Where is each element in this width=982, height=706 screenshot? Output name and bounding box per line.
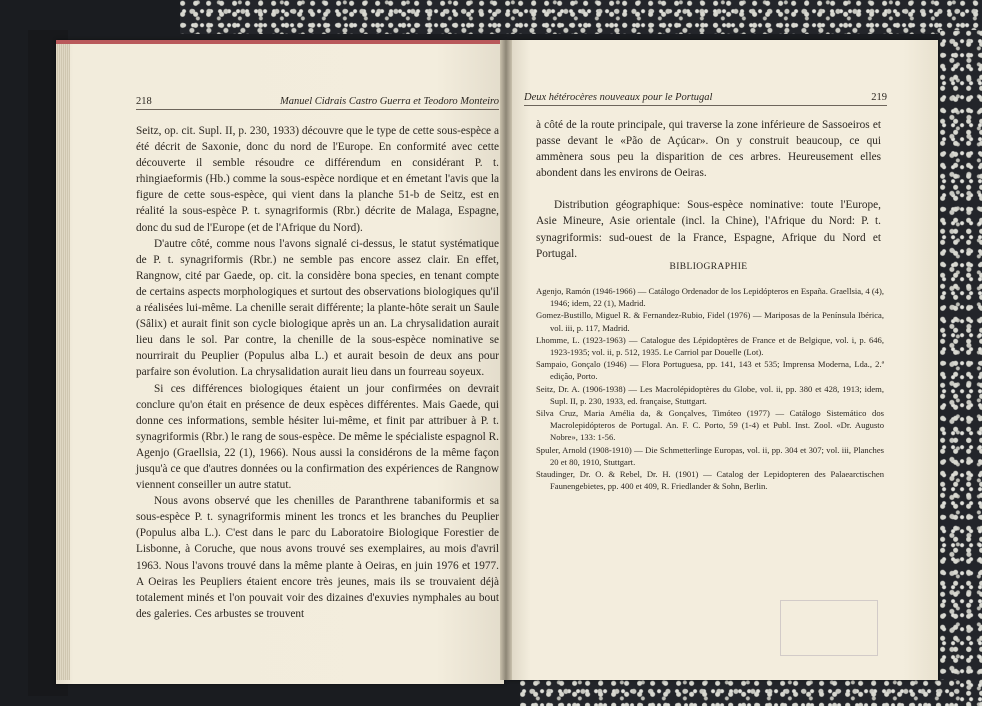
book-gutter — [500, 40, 512, 680]
page-edges — [56, 44, 70, 680]
marbled-endpaper-bottom — [520, 680, 960, 706]
bibliography-entry: Agenjo, Ramón (1946-1966) — Catálogo Ordenador de los Lepidópteros en España. Graellsia, 4 (4), 1946; idem, 22 (1), Madrid. — [536, 286, 884, 309]
running-head-right — [524, 92, 887, 106]
marbled-endpaper-top — [180, 0, 982, 34]
paragraph: Distribution géographique: Sous-espèce nominative: toute l'Europe, Asie Mineure, Asie orientale (incl. la Chine), l'Afrique du Nord: P. t. synagriformis: sud-ouest de la France, Espagne, Afrique du Nord et Portugal. — [536, 199, 881, 260]
marbled-endpaper-right — [940, 30, 982, 706]
bibliography-entry: Silva Cruz, Maria Amélia da, & Gonçalves, Timóteo (1977) — Catálogo Sistemático dos Macrolepidópteros de Portugal. An. F. C. Porto, 59 (1-4) et Publ. Inst. Zool. «Dr. Augusto Nobre», 133: 1-56. — [536, 408, 884, 443]
running-head-title-left: Manuel Cidrais Castro Guerra et Teodoro Monteiro — [280, 96, 499, 107]
paragraph: Nous avons observé que les chenilles de Paranthrene tabaniformis et sa sous-espèce P. t. synagriformis minent les troncs et les branches du Peuplier (Populus alba L.). C'est dans le parc du Laboratoire Biologique Forestier de Lisbonne, à Coruche, que nous avons trouvé ses exemplaires, au mois d'avril 1963. Nous l'avons trouvé dans la même plante à Oeiras, en juin 1976 et 1977. A Oeiras les Peupliers étaient encore très jeunes, mais ils se trouvaient déjà totalement minés et l'on pouvait voir des dizaines d'exuvies nymphales au bout des galeries. Ces arbustes se trouvent — [136, 495, 499, 620]
bibliography-entry: Gomez-Bustillo, Miguel R. & Fernandez-Rubio, Fidel (1976) — Mariposas de la Península Ibérica, vol. iii, p. 117, Madrid. — [536, 310, 884, 333]
paragraph: Seitz, op. cit. Supl. II, p. 230, 1933) découvre que le type de cette sous-espèce a été décrit de Saxonie, donc du nord de l'Europe. En conformité avec cette découverte il semble résoudre ce différendum en considérant P. t. rhingiaeformis (Hb.) comme la sous-espèce nordique et en émetant l'avis que la figure de cette sous-espèce, qui vient dans la planche 51-b de Seitz, est en réalité la sous-espèce P. t. synagriformis (Rbr.) décrite de Malaga, Espagne, donc du sud de l'Europe (et de l'Afrique du Nord). — [136, 125, 499, 234]
bibliography-entry: Spuler, Arnold (1908-1910) — Die Schmetterlinge Europas, vol. ii, pp. 304 et 307; vol. iii, Planches 20 et 80, 1910, Stuttgart. — [536, 444, 884, 467]
paragraph: Si ces différences biologiques étaient un jour confirmées on devrait conclure qu'on était en présence de deux espèces différentes. Mais Gaede, qui donne ces informations, semble hésiter lui-même, et finit par attribuer à P. t. synagriformis (Rbr.) le rang de sous-espèce. De même le spécialiste espagnol R. Agenjo (Graellsia, 22 (1), 1966). Nous aussi la considérons de la même façon jusqu'à ce que d'autres données ou la confirmation des expériences de Rangnow viennent conseiller un autre statut. — [136, 382, 499, 492]
right-page-body — [536, 117, 881, 262]
bibliography-entry: Lhomme, L. (1923-1963) — Catalogue des Lépidoptères de France et de Belgique, vol. i, p. 646, 1923-1935; vol. ii, p. 512, 1935. Le Carriol par Douelle (Lot). — [536, 334, 884, 358]
running-head-left — [136, 96, 499, 110]
bibliography-entry: Staudinger, Dr. O. & Rebel, Dr. H. (1901) — Catalog der Lepidopteren des Palaearctischen Faunengebietes, pp. 400 et 409, R. Friedlander & Sohn, Berlin. — [536, 469, 884, 492]
right-page — [508, 40, 938, 680]
page-number-left: 218 — [136, 96, 152, 107]
bibliography-list — [536, 285, 884, 492]
left-page-body — [136, 123, 499, 622]
paragraph: D'autre côté, comme nous l'avons signalé ci-dessus, le statut systématique de P. t. synagriformis (Rbr.) ne semble pas encore assez clair. En effet, Rangnow, cité par Gaede, op. cit. la considère bona species, en tenant compte de certains aspects morphologiques et surtout des observations biologiques qu'il a réalisées lui-même. La chenille serait différente; la plante-hôte serait un Saule (Sâlix) et aurait finit son cycle biologique après un an. La chrysalidation aurait lieu dans le sol. Par contre, la chenille de la sous-espèce nominative se nourrirait du Peuplier (Populus alba L.) et aurait besoin de deux ans pour parfaire son évolution. La chrysalidation aurait lieu dans un fourreau soyeux. — [136, 237, 499, 379]
bibliography-entry: Seitz, Dr. A. (1906-1938) — Les Macrolépidoptères du Globe, vol. ii, pp. 380 et 428, 1913; idem, Supl. II, p. 230, 1933, ed. française, Stuttgart. — [536, 383, 884, 406]
page-number-right: 219 — [871, 92, 887, 103]
running-head-title-right: Deux hétérocères nouveaux pour le Portugal — [524, 92, 713, 103]
paragraph: à côté de la route principale, qui traverse la zone inférieure de Sassoeiros et passe devant le «Pão de Açúcar». On y construit beaucoup, ce qui ammènera sous peu la disparition de ces arbres. Heureusement elles abondent dans les environs de Oeiras. — [536, 119, 881, 180]
bibliography-heading: BIBLIOGRAPHIE — [669, 262, 748, 272]
bibliography-entry: Sampaio, Gonçalo (1946) — Flora Portuguesa, pp. 141, 143 et 535; Imprensa Moderna, Lda., 2.ª edição, Porto. — [536, 359, 884, 382]
left-page — [56, 40, 504, 684]
faint-stamp — [780, 600, 878, 656]
